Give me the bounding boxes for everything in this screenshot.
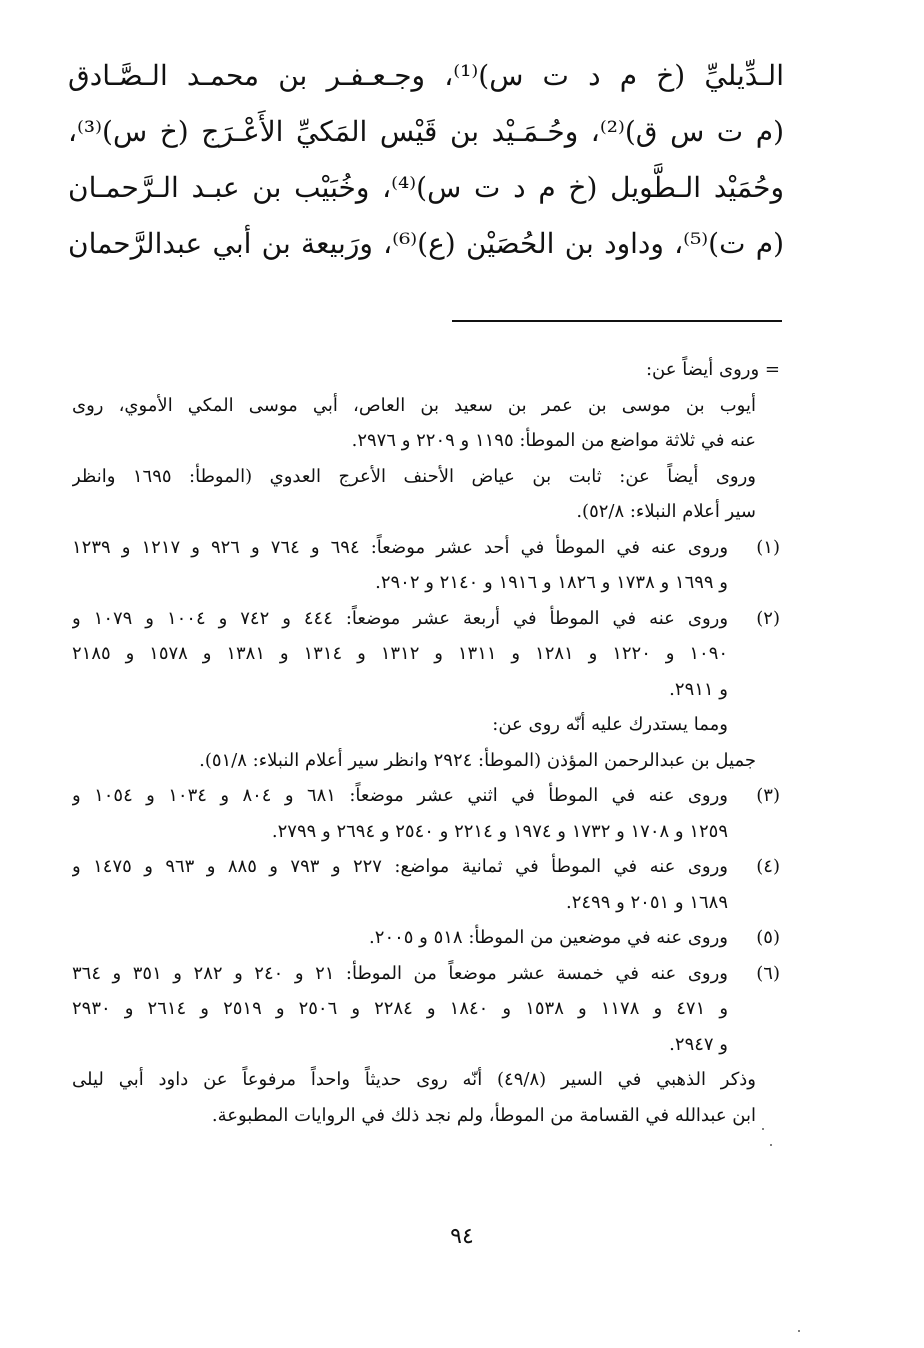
footnote-text: وروى عنه في الموطأ في أربعة عشر موضعاً: ٤٤٤ و ٧٤٢ و ١٠٠٤ و ١٠٧٩ و — [72, 607, 729, 629]
footnote-number: (٣) — [756, 785, 780, 806]
footnote-line: عنه في ثلاثة مواضع من الموطأ: ١١٩٥ و ٢٢٠٩ و ٢٩٧٦. — [351, 430, 756, 451]
footnote-line: ١٦٨٩ و ٢٠٥١ و ٢٤٩٩. — [565, 891, 728, 913]
footnotes-block — [72, 352, 780, 1133]
footnote-line: ١٢٥٩ و ١٧٠٨ و ١٧٣٢ و ١٩٧٤ و ٢٢١٤ و ٢٥٤٠ و ٢٦٩٤ و ٢٧٩٩. — [271, 820, 728, 842]
main-text-line: (م ت س ق)⁽²⁾، وحُـمَـيْد بن قَيْس المَكيِّ الأَعْـرَج (خ س)⁽³⁾، — [68, 115, 784, 148]
footnote-line: جميل بن عبدالرحمن المؤذن (الموطأ: ٢٩٢٤ وانظر سير أعلام النبلاء: ٥١/٨). — [199, 749, 756, 771]
footnote-line: وذكر الذهبي في السير (٤٩/٨) أنّه روى حديثاً واحداً مرفوعاً عن داود أبي ليلى — [72, 1069, 756, 1090]
footnote-line: و ٢٩١١. — [669, 678, 728, 700]
footnote-line — [72, 778, 780, 814]
scan-speck — [770, 1144, 772, 1146]
scan-speck — [798, 1330, 800, 1332]
main-text-line: وحُمَيْد الـطَّويل (خ م د ت س)⁽⁴⁾، وخُبَيْب بن عبـد الـرَّحمـان — [68, 171, 784, 204]
main-text-block — [68, 48, 784, 272]
footnote-line: ومما يستدرك عليه أنّه روى عن: — [492, 714, 728, 735]
footnote-line — [72, 530, 780, 566]
footnote-line: أيوب بن موسى بن عمر بن سعيد بن العاص، أبي موسى المكي الأموي، روى — [72, 394, 756, 416]
footnote-line — [72, 920, 780, 956]
footnote-number: (٥) — [756, 927, 780, 948]
footnote-text: وروى عنه في خمسة عشر موضعاً من الموطأ: ٢١ و ٢٤٠ و ٢٨٢ و ٣٥١ و ٣٦٤ — [72, 962, 728, 984]
footnote-line: و ١٦٩٩ و ١٧٣٨ و ١٨٢٦ و ١٩١٦ و ٢١٤٠ و ٢٩٠٢. — [375, 572, 728, 593]
footnote-text: وروى عنه في موضعين من الموطأ: ٥١٨ و ٢٠٠٥. — [369, 927, 728, 948]
footnote-line — [72, 601, 780, 637]
footnote-text: وروى عنه في الموطأ في ثمانية مواضع: ٢٢٧ و ٧٩٣ و ٨٨٥ و ٩٦٣ و ١٤٧٥ و — [72, 856, 728, 877]
main-text-line: الـدِّيليِّ (خ م د ت س)⁽¹⁾، وجـعـفـر بن محمـد الـصَّـادق — [68, 59, 784, 92]
footnote-text: وروى عنه في الموطأ في أحد عشر موضعاً: ٦٩٤ و ٧٦٤ و ٩٢٦ و ١٢١٧ و ١٢٣٩ — [72, 536, 729, 558]
page-number: ٩٤ — [450, 1224, 474, 1249]
footnote-line: = وروى أيضاً عن: — [645, 359, 780, 380]
footnote-number: (٤) — [756, 856, 780, 877]
footnote-line: و ٤٧١ و ١١٧٨ و ١٥٣٨ و ١٨٤٠ و ٢٢٨٤ و ٢٥٠٦ و ٢٥١٩ و ٢٦١٤ و ٢٩٣٠ — [72, 998, 729, 1019]
footnote-line: ابن عبدالله في القسامة من الموطأ، ولم نجد ذلك في الروايات المطبوعة. — [211, 1104, 756, 1126]
scan-speck — [762, 1128, 764, 1130]
footnote-line: وروى أيضاً عن: ثابت بن عياض الأحنف الأعرج العدوي (الموطأ: ١٦٩٥ وانظر — [72, 465, 756, 487]
footnote-number: (٦) — [756, 962, 780, 984]
footnote-line: سير أعلام النبلاء: ٥٢/٨). — [576, 501, 756, 522]
footnote-text: وروى عنه في الموطأ في اثني عشر موضعاً: ٦٨١ و ٨٠٤ و ١٠٣٤ و ١٠٥٤ و — [72, 785, 729, 806]
main-text-line: (م ت)⁽⁵⁾، وداود بن الحُصَيْن (ع)⁽⁶⁾، ورَبيعة بن أبي عبدالرَّحمان — [68, 227, 784, 260]
footnote-line — [72, 849, 780, 885]
footnote-number: (١) — [756, 536, 780, 558]
footnote-separator-rule — [452, 320, 782, 322]
footnote-line: ١٠٩٠ و ١٢٢٠ و ١٢٨١ و ١٣١١ و ١٣١٢ و ١٣١٤ و ١٣٨١ و ١٥٧٨ و ٢١٨٥ — [72, 643, 729, 664]
footnote-line — [72, 956, 780, 992]
footnote-line: و ٢٩٤٧. — [669, 1033, 728, 1055]
footnote-number: (٢) — [756, 607, 780, 629]
